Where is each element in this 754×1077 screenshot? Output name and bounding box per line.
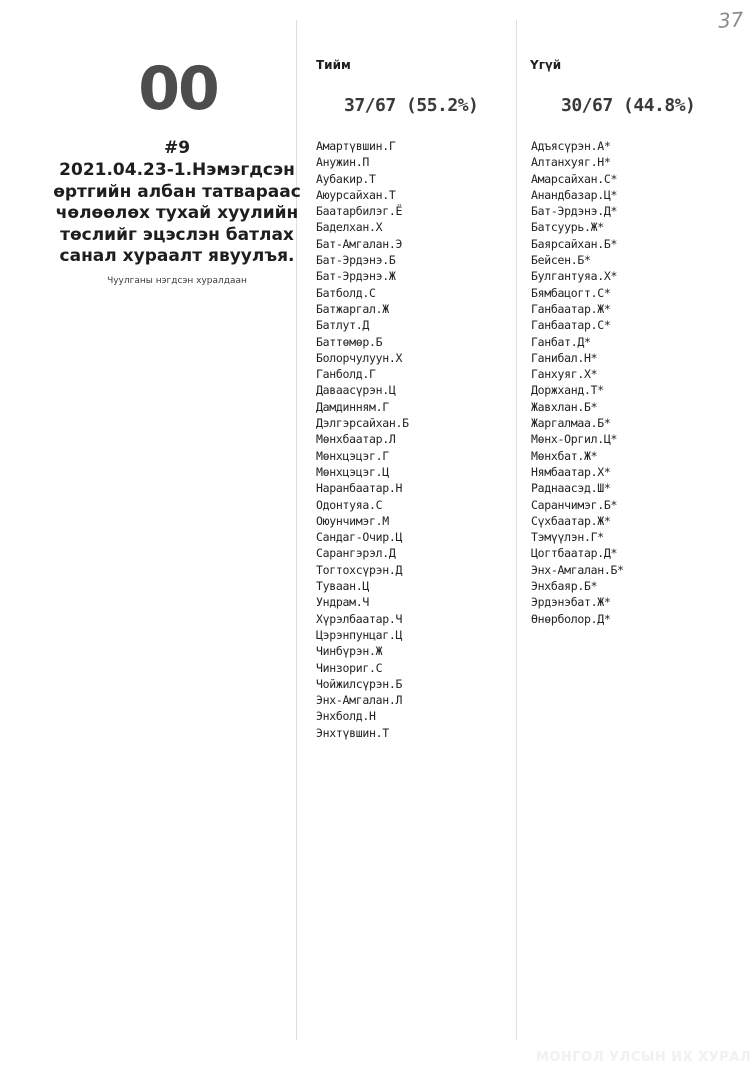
voter-name: Сандаг-Очир.Ц — [316, 530, 403, 545]
voter-name: Сүхбаатар.Ж* — [531, 513, 611, 528]
voter-name: Жаргалмаа.Б* — [531, 416, 611, 431]
voter-name: Мөнхцэцэг.Ц — [316, 464, 389, 479]
voter-name: Адъясүрэн.А* — [531, 139, 611, 153]
voter-name: Мөнх-Оргил.Ц* — [531, 432, 618, 447]
motion-number: #9 — [163, 138, 191, 158]
voter-name: Ганбаатар.Ж* — [531, 301, 611, 316]
voter-name: Жавхлан.Б* — [531, 399, 598, 414]
voter-name: Анужин.П — [316, 155, 369, 170]
voter-name: Баатарбилэг.Ё — [316, 204, 403, 219]
voter-name: Хүрэлбаатар.Ч — [316, 611, 403, 626]
voter-name: Оюунчимэг.М — [316, 513, 389, 528]
voter-name: Ундрам.Ч — [316, 595, 369, 610]
voter-name: Ганбаатар.С* — [531, 318, 611, 333]
voter-name: Батлут.Д — [316, 318, 369, 333]
voter-name: Нямбаатар.Х* — [531, 464, 611, 479]
voter-name: Баделхан.Х — [316, 220, 383, 235]
voter-name: Анандбазар.Ц* — [531, 187, 618, 202]
yes-tally: 37/67 (55.2%) — [344, 95, 479, 116]
voter-name: Дэлгэрсайхан.Б — [316, 416, 409, 431]
voter-name: Бат-Эрдэнэ.Д* — [531, 204, 618, 219]
voter-name: Баттөмөр.Б — [316, 334, 383, 349]
voter-name: Цогтбаатар.Д* — [531, 546, 618, 561]
motion-title: 2021.04.23-1.Нэмэгдсэн өртгийн албан татвараас чөлөөлөх тухай хуулийн төслийг эцэслэн батлах санал хураалт явуулъя. — [53, 160, 301, 266]
voter-name: Сарангэрэл.Д — [316, 546, 396, 561]
voter-name: Цэрэнпунцаг.Ц — [316, 627, 403, 642]
voter-name: Чинзориг.С — [316, 660, 383, 675]
voter-name: Бейсен.Б* — [531, 253, 591, 268]
voter-name: Амарсайхан.С* — [531, 171, 618, 186]
voter-name: Бат-Амгалан.Э — [316, 236, 403, 251]
voter-name: Чинбүрэн.Ж — [316, 644, 383, 659]
voter-name: Тогтохсүрэн.Д — [316, 562, 403, 577]
voter-name: Туваан.Ц — [316, 579, 369, 594]
voter-name: Бат-Эрдэнэ.Б — [316, 253, 396, 268]
voter-name: Ганбат.Д* — [531, 334, 591, 349]
column-divider-right — [516, 20, 517, 1040]
no-voter-list — [531, 138, 624, 627]
voter-name: Ганболд.Г — [316, 367, 376, 382]
voter-name: Наранбаатар.Н — [316, 481, 403, 496]
voter-name: Доржханд.Т* — [531, 383, 604, 398]
voter-name: Батболд.С — [316, 285, 376, 300]
voter-name: Мөнхбаатар.Л — [316, 432, 396, 447]
voter-name: Энх-Амгалан.Б* — [531, 562, 624, 577]
voter-name: Одонтуяа.С — [316, 497, 383, 512]
voter-name: Бямбацогт.С* — [531, 285, 611, 300]
voter-name: Ганибал.Н* — [531, 350, 598, 365]
watermark: МОНГОЛ УЛСЫН ИХ ХУРАЛ — [536, 1050, 752, 1065]
voter-name: Энхболд.Н — [316, 709, 376, 724]
voter-name: Аюурсайхан.Т — [316, 187, 396, 202]
voter-name: Баярсайхан.Б* — [531, 236, 618, 251]
voter-name: Эрдэнэбат.Ж* — [531, 595, 611, 610]
voter-name: Бат-Эрдэнэ.Ж — [316, 269, 396, 284]
voter-name: Чойжилсүрэн.Б — [316, 676, 403, 691]
voter-name: Даваасүрэн.Ц — [316, 383, 396, 398]
voter-name: Мөнхбат.Ж* — [531, 448, 598, 463]
voter-name: Энх-Амгалан.Л — [316, 693, 403, 708]
voter-name: Амартүвшин.Г — [316, 139, 396, 153]
voter-name: Болорчулуун.Х — [316, 350, 403, 365]
voter-name: Батсуурь.Ж* — [531, 220, 604, 235]
yes-column-header: Тийм — [316, 58, 351, 72]
voter-name: Саранчимэг.Б* — [531, 497, 618, 512]
voter-name: Аубакир.Т — [316, 171, 376, 186]
voter-name: Мөнхцэцэг.Г — [316, 448, 389, 463]
voter-name: Энхтүвшин.Т — [316, 725, 389, 740]
voter-name: Энхбаяр.Б* — [531, 579, 598, 594]
voter-name: Ганхуяг.Х* — [531, 367, 598, 382]
page-number: 37 — [717, 7, 745, 33]
voter-name: Батжаргал.Ж — [316, 301, 389, 316]
no-tally: 30/67 (44.8%) — [561, 95, 696, 116]
no-column-header: Үгүй — [530, 58, 562, 72]
voter-name: Алтанхуяг.Н* — [531, 155, 611, 170]
voter-name: Өнөрболор.Д* — [531, 611, 611, 626]
vote-code: 00 — [138, 54, 218, 124]
voter-name: Раднаасэд.Ш* — [531, 481, 611, 496]
yes-voter-list — [316, 138, 409, 741]
voter-name: Тэмүүлэн.Г* — [531, 530, 604, 545]
voter-name: Дамдинням.Г — [316, 399, 389, 414]
session-name: Чуулганы нэгдсэн хуралдаан — [107, 276, 247, 286]
voter-name: Булгантуяа.Х* — [531, 269, 618, 284]
